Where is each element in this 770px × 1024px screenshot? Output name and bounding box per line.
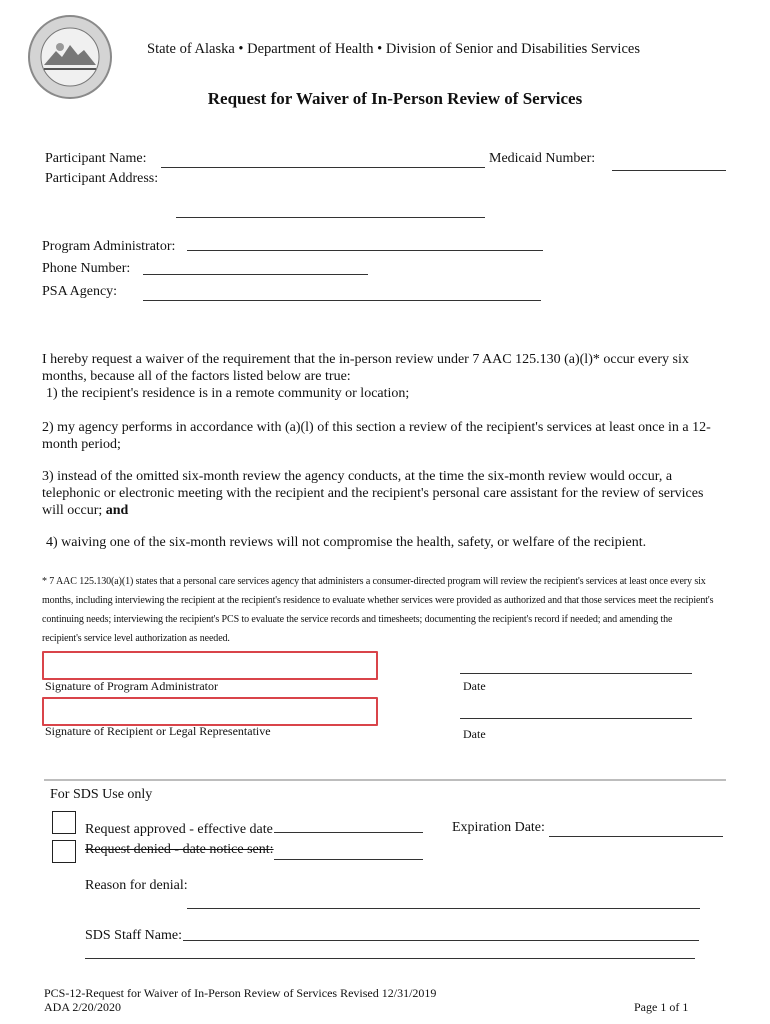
phone-number-label: Phone Number: [42,261,131,276]
page-title: Request for Waiver of In-Person Review of Services [207,89,583,108]
denied-label: Request denied - date notice sent: [85,842,274,857]
psa-agency-label: PSA Agency: [42,284,118,299]
state-seal-logo [28,15,112,99]
sds-staff-name-field[interactable] [183,940,699,941]
effective-date-field[interactable] [274,832,423,833]
administrator-date-field[interactable] [460,673,692,674]
participant-name-label: Participant Name: [45,151,147,166]
agency-header-line: State of Alaska • Department of Health • Division of Senior and Disabilities Services [147,41,640,57]
expiration-date-field[interactable] [549,836,723,837]
ada-date-line: ADA 2/20/2020 [44,1000,122,1014]
recipient-signature-field[interactable] [42,697,378,726]
factor-3-text: 3) instead of the omitted six-month review the agency conducts, at the time the six-month review would occur, a telephonic or electronic meeting with the recipient and the recipient's personal care assistant for the review of services will occur; [42,469,704,518]
recipient-date-field[interactable] [460,718,692,719]
recipient-signature-label: Signature of Recipient or Legal Representative [45,724,271,738]
reason-for-denial-label: Reason for denial: [85,878,188,893]
sds-section-heading: For SDS Use only [50,787,153,802]
psa-agency-field[interactable] [143,300,541,301]
factor-3-and: and [105,503,129,518]
expiration-date-label: Expiration Date: [452,820,545,835]
waiver-intro-paragraph: I hereby request a waiver of the requirement that the in-person review under 7 AAC 125.130 (a)(l)* occur every six months, because all of the factors listed below are true: [42,352,689,384]
medicaid-number-field[interactable] [612,170,726,171]
seal-graphic [30,17,110,97]
footnote-text: * 7 AAC 125.130(a)(1) states that a personal care services agency that administers a consumer-directed program will review the recipient's services at least once every six months, including interviewing the recipient at the recipient's residence to evaluate whether services were provided as authorized and that those services meet the recipient's continuing needs; interviewing the recipient's PCS to evaluate the service records and timesheets; documenting the recipient's record if needed; and amending the recipient's service level authorization as needed. [42,576,714,644]
approved-label: Request approved - effective date [85,822,273,837]
administrator-signature-field[interactable] [42,651,378,680]
administrator-date-label: Date [463,679,486,693]
factor-1: 1) the recipient's residence is in a remote community or location; [46,386,410,401]
participant-name-field[interactable] [161,167,485,168]
administrator-signature-label: Signature of Program Administrator [45,679,218,693]
factor-2: 2) my agency performs in accordance with (a)(l) of this section a review of the recipient's services at least once in a 12-month period; [42,420,711,452]
participant-address-field[interactable] [176,217,485,218]
program-administrator-field[interactable] [187,250,543,251]
factor-3 [42,468,707,519]
participant-address-label: Participant Address: [45,171,159,186]
sds-staff-name-label: SDS Staff Name: [85,928,182,943]
medicaid-number-label: Medicaid Number: [489,151,596,166]
phone-number-field[interactable] [143,274,368,275]
program-administrator-label: Program Administrator: [42,239,176,254]
factor-4: 4) waiving one of the six-month reviews will not compromise the health, safety, or welfare of the recipient. [46,535,647,550]
bottom-rule [85,958,695,959]
approved-checkbox[interactable] [52,811,76,834]
denied-checkbox[interactable] [52,840,76,863]
reason-for-denial-field[interactable] [187,908,700,909]
form-revision-line: PCS-12-Request for Waiver of In-Person Review of Services Revised 12/31/2019 [44,986,437,1000]
page-number: Page 1 of 1 [634,1000,689,1014]
section-divider [44,779,726,781]
recipient-date-label: Date [463,727,486,741]
notice-sent-date-field[interactable] [274,859,423,860]
